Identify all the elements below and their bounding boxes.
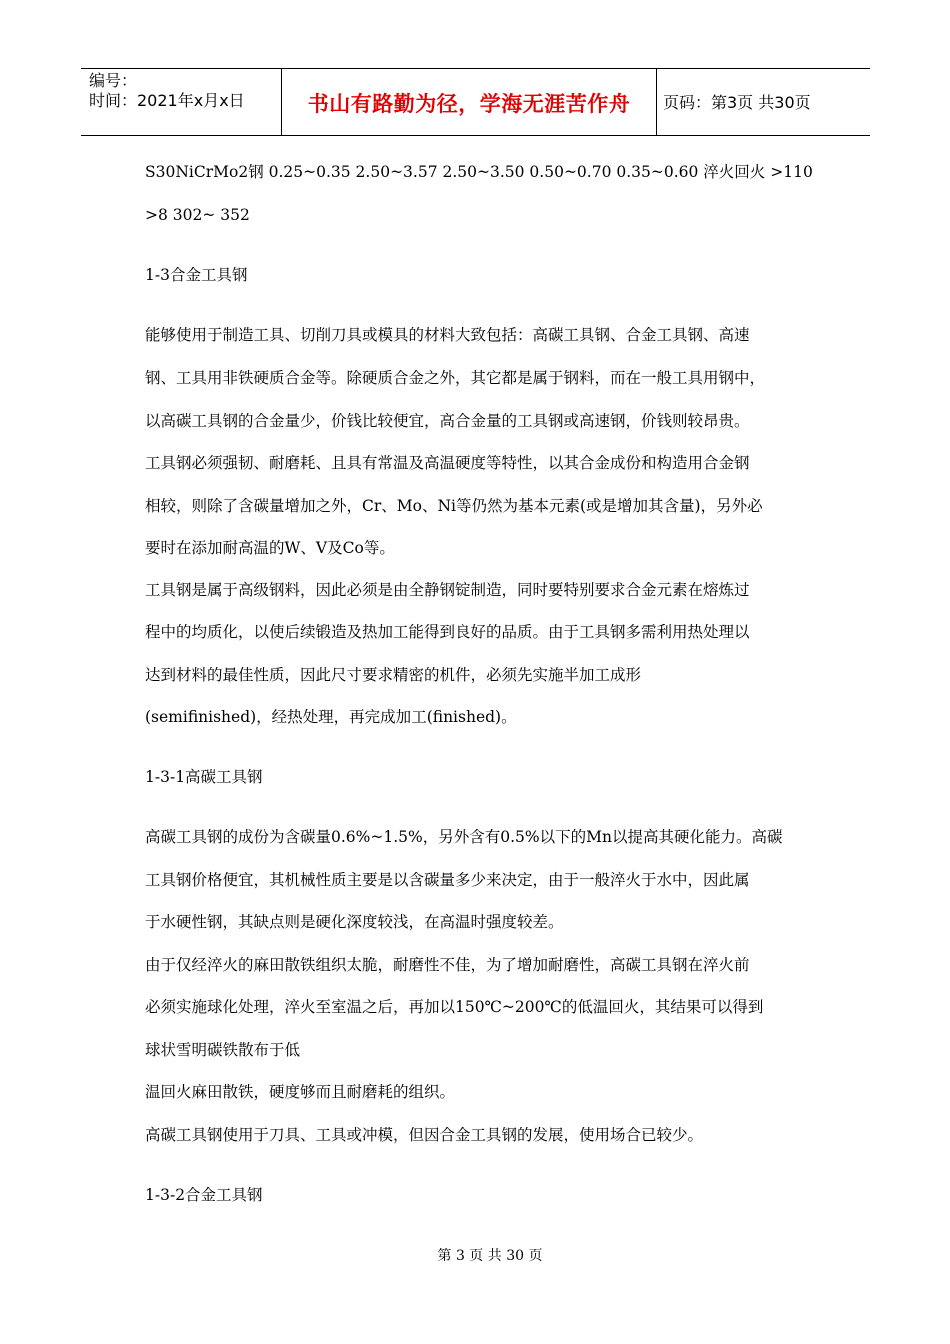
paragraph-line: 于水硬性钢，其缺点则是硬化深度较浅，在高温时强度较差。 — [145, 913, 564, 931]
paragraph-line: 以高碳工具钢的合金量少，价钱比较便宜，高合金量的工具钢或高速钢，价钱则较昂贵。 — [145, 412, 750, 430]
paragraph-line: 程中的均质化，以使后续锻造及热加工能得到良好的品质。由于工具钢多需利用热处理以 — [145, 623, 750, 641]
page-footer: 第 3 页 共 30 页 — [437, 1248, 543, 1264]
paragraph-line: 球状雪明碳铁散布于低 — [145, 1041, 301, 1059]
paragraph-line: 达到材料的最佳性质，因此尺寸要求精密的机件，必须先实施半加工成形 — [145, 666, 642, 684]
section-heading: 1-3-1高碳工具钢 — [145, 768, 263, 786]
paragraph-line: 钢、工具用非铁硬质合金等。除硬质合金之外，其它都是属于钢料，而在一般工具用钢中， — [145, 369, 766, 387]
paragraph-line: 能够使用于制造工具、切削刀具或模具的材料大致包括：高碳工具钢、合金工具钢、高速 — [145, 326, 750, 344]
header-motto-cell — [282, 69, 657, 135]
steel-spec-line-cont: >8 302~ 352 — [145, 206, 250, 224]
paragraph-line: 高碳工具钢使用于刀具、工具或冲模，但因合金工具钢的发展，使用场合已较少。 — [145, 1126, 704, 1144]
header-motto: 书山有路勤为径，学海无涯苦作舟 — [307, 92, 631, 116]
paragraph-line: 工具钢价格便宜，其机械性质主要是以含碳量多少来决定，由于一般淬火于水中，因此属 — [145, 871, 750, 889]
paragraph-line: 工具钢必须强韧、耐磨耗、且具有常温及高温硬度等特性，以其合金成份和构造用合金钢 — [145, 454, 750, 472]
section-heading: 1-3合金工具钢 — [145, 266, 248, 284]
document-number-label: 编号： — [89, 71, 138, 90]
header-meta-cell — [81, 69, 282, 135]
paragraph-line: 要时在添加耐高温的W、V及Co等。 — [145, 539, 395, 557]
header-page-cell — [657, 69, 870, 135]
steel-spec-line: S30NiCrMo2钢 0.25~0.35 2.50~3.57 2.50~3.50 0.50~0.70 0.35~0.60 淬火回火 >110 — [145, 163, 813, 181]
paragraph-line: 工具钢是属于高级钢料，因此必须是由全静钢锭制造，同时要特别要求合金元素在熔炼过 — [145, 581, 750, 599]
page-header — [81, 68, 870, 136]
paragraph-line: 由于仅经淬火的麻田散铁组织太脆，耐磨性不佳，为了增加耐磨性，高碳工具钢在淬火前 — [145, 956, 750, 974]
section-heading: 1-3-2合金工具钢 — [145, 1186, 263, 1204]
paragraph-line: 温回火麻田散铁，硬度够而且耐磨耗的组织。 — [145, 1083, 456, 1101]
header-page-info: 页码：第3页 共30页 — [663, 93, 811, 112]
paragraph-line: 必须实施球化处理，淬火至室温之后，再加以150℃~200℃的低温回火，其结果可以得到 — [145, 998, 764, 1016]
document-time-label: 时间：2021年x月x日 — [89, 91, 245, 110]
paragraph-line: (semifinished)，经热处理，再完成加工(finished)。 — [145, 708, 517, 726]
paragraph-line: 高碳工具钢的成份为含碳量0.6%~1.5%，另外含有0.5%以下的Mn以提高其硬化能力。高碳 — [145, 828, 783, 846]
paragraph-line: 相较，则除了含碳量增加之外，Cr、Mo、Ni等仍然为基本元素(或是增加其含量)，另外必 — [145, 497, 763, 515]
